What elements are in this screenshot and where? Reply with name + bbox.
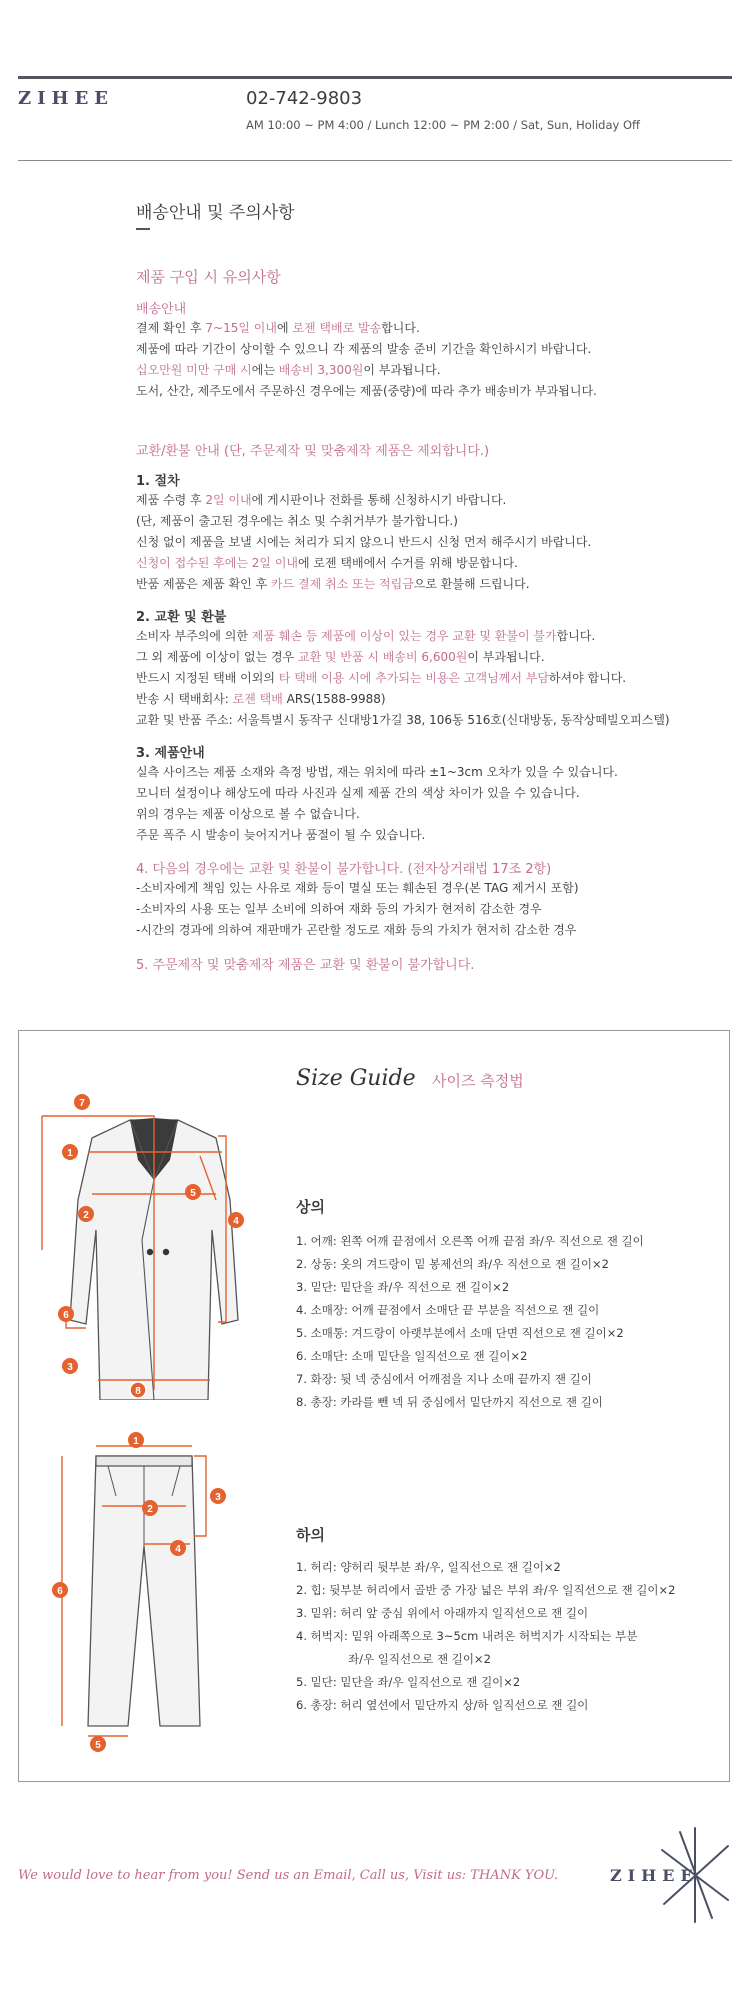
- top-measure-item: 7. 화장: 뒷 넥 중심에서 어깨점을 지나 소매 끝까지 잰 길이: [296, 1372, 592, 1386]
- header-top-rule: [18, 76, 732, 79]
- title-underline: [136, 228, 150, 230]
- purchase-notice-title: 제품 구입 시 유의사항: [136, 268, 281, 286]
- marker-3-label: 3: [215, 1492, 221, 1503]
- marker-1-label: 1: [67, 1148, 73, 1159]
- shipping-line-3: 십오만원 미만 구매 시에는 배송비 3,300원이 부과됩니다.: [136, 363, 441, 377]
- marker-3-label: 3: [67, 1362, 73, 1373]
- footer-message: We would love to hear from you! Send us an Email, Call us, Visit us: THANK YOU.: [18, 1868, 559, 1883]
- marker-5-label: 5: [95, 1740, 101, 1751]
- marker-8-label: 8: [135, 1386, 141, 1397]
- marker-6-label: 6: [63, 1310, 69, 1321]
- exchange-label: 교환/환불 안내 (단, 주문제작 및 맞춤제작 제품은 제외합니다.): [136, 444, 490, 459]
- measure-line-rise: [194, 1456, 206, 1536]
- business-hours: AM 10:00 ~ PM 4:00 / Lunch 12:00 ~ PM 2:00 / Sat, Sun, Holiday Off: [246, 118, 640, 132]
- bottom-measure-item: 1. 허리: 양허리 뒷부분 좌/우, 일직선으로 잰 길이×2: [296, 1560, 561, 1574]
- size-guide-title: Size Guide: [296, 1066, 416, 1091]
- shipping-line-2: 제품에 따라 기간이 상이할 수 있으니 각 제품의 발송 준비 기간을 확인하시기 바랍니다.: [136, 342, 592, 356]
- coat-button: [163, 1249, 169, 1255]
- procedure-line-2: (단, 제품이 출고된 경우에는 취소 및 수취거부가 불가합니다.): [136, 514, 458, 528]
- marker-4-label: 4: [175, 1544, 181, 1555]
- no-refund-cases: [136, 878, 579, 941]
- marker-4-label: 4: [233, 1216, 239, 1227]
- pants-illustration: [40, 1426, 240, 1756]
- top-measure-item: 2. 상동: 옷의 겨드랑이 밑 봉제선의 좌/우 직선으로 잰 길이×2: [296, 1257, 609, 1271]
- top-measure-item: 8. 총장: 카라를 뺀 넥 뒤 중심에서 밑단까지 직선으로 잰 길이: [296, 1395, 603, 1409]
- page-title: 배송안내 및 주의사항: [136, 203, 295, 223]
- bottom-measure-item: 3. 밑위: 허리 앞 중심 위에서 아래까지 일직선으로 잰 길이: [296, 1606, 589, 1620]
- top-section-title: 상의: [296, 1198, 325, 1216]
- bottom-measure-list: [296, 1556, 675, 1717]
- procedure-title: 1. 절차: [136, 474, 180, 489]
- product-info-title: 3. 제품안내: [136, 746, 205, 761]
- product-info-line-3: 위의 경우는 제품 이상으로 볼 수 없습니다.: [136, 807, 360, 821]
- coat-illustration: [30, 1060, 260, 1400]
- product-info-text: [136, 762, 618, 846]
- brand-logo[interactable]: ZIHEE: [18, 88, 115, 109]
- size-guide-title-kr: 사이즈 측정법: [432, 1072, 524, 1090]
- product-info-line-2: 모니터 설정이나 해상도에 따라 사진과 실제 제품 간의 색상 차이가 있을 수 있습니다.: [136, 786, 580, 800]
- marker-2-label: 2: [83, 1210, 89, 1221]
- case-line-2: -소비자의 사용 또는 일부 소비에 의하여 재화 등의 가치가 현저히 감소한 경우: [136, 902, 542, 916]
- marker-5-label: 5: [190, 1188, 196, 1199]
- bottom-measure-item: 6. 총장: 허리 옆선에서 밑단까지 상/하 일직선으로 잰 길이: [296, 1698, 589, 1712]
- header-divider: [18, 160, 732, 161]
- refund-line-2: 그 외 제품에 이상이 없는 경우 교환 및 반품 시 배송비 6,600원이 부과됩니다.: [136, 650, 545, 664]
- procedure-text: [136, 490, 591, 595]
- procedure-line-4: 신청이 접수된 후에는 2일 이내에 로젠 택배에서 수거를 위해 방문합니다.: [136, 556, 518, 570]
- procedure-line-1: 제품 수령 후 2일 이내에 게시판이나 전화를 통해 신청하시기 바랍니다.: [136, 493, 507, 507]
- no-refund-cases-title: 4. 다음의 경우에는 교환 및 환불이 불가합니다. (전자상거래법 17조 2항): [136, 862, 552, 877]
- bottom-measure-item: 2. 힙: 뒷부분 허리에서 골반 중 가장 넓은 부위 좌/우 일직선으로 잰 길이×2: [296, 1583, 676, 1597]
- bottom-section-title: 하의: [296, 1526, 325, 1544]
- shipping-label: 배송안내: [136, 302, 187, 317]
- coat-button: [147, 1249, 153, 1255]
- procedure-line-3: 신청 없이 제품을 보낼 시에는 처리가 되지 않으니 반드시 신청 먼저 해주시기 바랍니다.: [136, 535, 592, 549]
- product-info-line-4: 주문 폭주 시 발송이 늦어지거나 품절이 될 수 있습니다.: [136, 828, 426, 842]
- refund-title: 2. 교환 및 환불: [136, 610, 227, 625]
- shipping-info: [136, 318, 597, 402]
- shipping-line-4: 도서, 산간, 제주도에서 주문하신 경우에는 제품(중량)에 따라 추가 배송비가 부과됩니다.: [136, 384, 597, 398]
- bottom-measure-item: 4. 허벅지: 밑위 아래쪽으로 3~5cm 내려온 허벅지가 시작되는 부분: [296, 1629, 638, 1643]
- top-measure-item: 5. 소매통: 겨드랑이 아랫부분에서 소매 단면 직선으로 잰 길이×2: [296, 1326, 624, 1340]
- marker-6-label: 6: [57, 1586, 63, 1597]
- shipping-line-1: 결제 확인 후 7~15일 이내에 로젠 택배로 발송합니다.: [136, 321, 420, 335]
- refund-line-4: 반송 시 택배회사: 로젠 택배 ARS(1588-9988): [136, 692, 386, 706]
- top-measure-item: 4. 소매장: 어깨 끝점에서 소매단 끝 부분을 직선으로 잰 길이: [296, 1303, 600, 1317]
- marker-7-label: 7: [79, 1098, 85, 1109]
- case-line-3: -시간의 경과에 의하여 재판매가 곤란할 정도로 재화 등의 가치가 현저히 감소한 경우: [136, 923, 577, 937]
- pants-waistband: [96, 1456, 192, 1466]
- refund-text: [136, 626, 670, 731]
- case-line-1: -소비자에게 책임 있는 사유로 재화 등이 멸실 또는 훼손된 경우(본 TAG 제거시 포함): [136, 881, 579, 895]
- procedure-line-5: 반품 제품은 제품 확인 후 카드 결제 취소 또는 적립금으로 환불해 드립니다.: [136, 577, 530, 591]
- custom-order-note: 5. 주문제작 및 맞춤제작 제품은 교환 및 환불이 불가합니다.: [136, 958, 475, 973]
- top-measure-list: [296, 1230, 644, 1414]
- top-measure-item: 3. 밑단: 밑단을 좌/우 직선으로 잰 길이×2: [296, 1280, 510, 1294]
- phone-number[interactable]: 02-742-9803: [246, 88, 363, 109]
- product-info-line-1: 실측 사이즈는 제품 소재와 측정 방법, 재는 위치에 따라 ±1~3cm 오차가 있을 수 있습니다.: [136, 765, 618, 779]
- refund-line-3: 반드시 지정된 택배 이외의 타 택배 이용 시에 추가되는 비용은 고객님께서 부담하셔야 합니다.: [136, 671, 627, 685]
- footer-logo[interactable]: ZIHEE: [610, 1866, 699, 1885]
- top-measure-item: 1. 어깨: 왼쪽 어깨 끝점에서 오른쪽 어깨 끝점 좌/우 직선으로 잰 길이: [296, 1234, 644, 1248]
- marker-1-label: 1: [133, 1436, 139, 1447]
- bottom-measure-item: 좌/우 일직선으로 잰 길이×2: [348, 1652, 491, 1666]
- return-address: 교환 및 반품 주소: 서울특별시 동작구 신대방1가길 38, 106동 516호(신대방동, 동작상떼빌오피스텔): [136, 713, 670, 727]
- marker-2-label: 2: [147, 1504, 153, 1515]
- refund-line-1: 소비자 부주의에 의한 제품 훼손 등 제품에 이상이 있는 경우 교환 및 환불이 불가합니다.: [136, 629, 596, 643]
- bottom-measure-item: 5. 밑단: 밑단을 좌/우 일직선으로 잰 길이×2: [296, 1675, 521, 1689]
- top-measure-item: 6. 소매단: 소매 밑단을 일직선으로 잰 길이×2: [296, 1349, 528, 1363]
